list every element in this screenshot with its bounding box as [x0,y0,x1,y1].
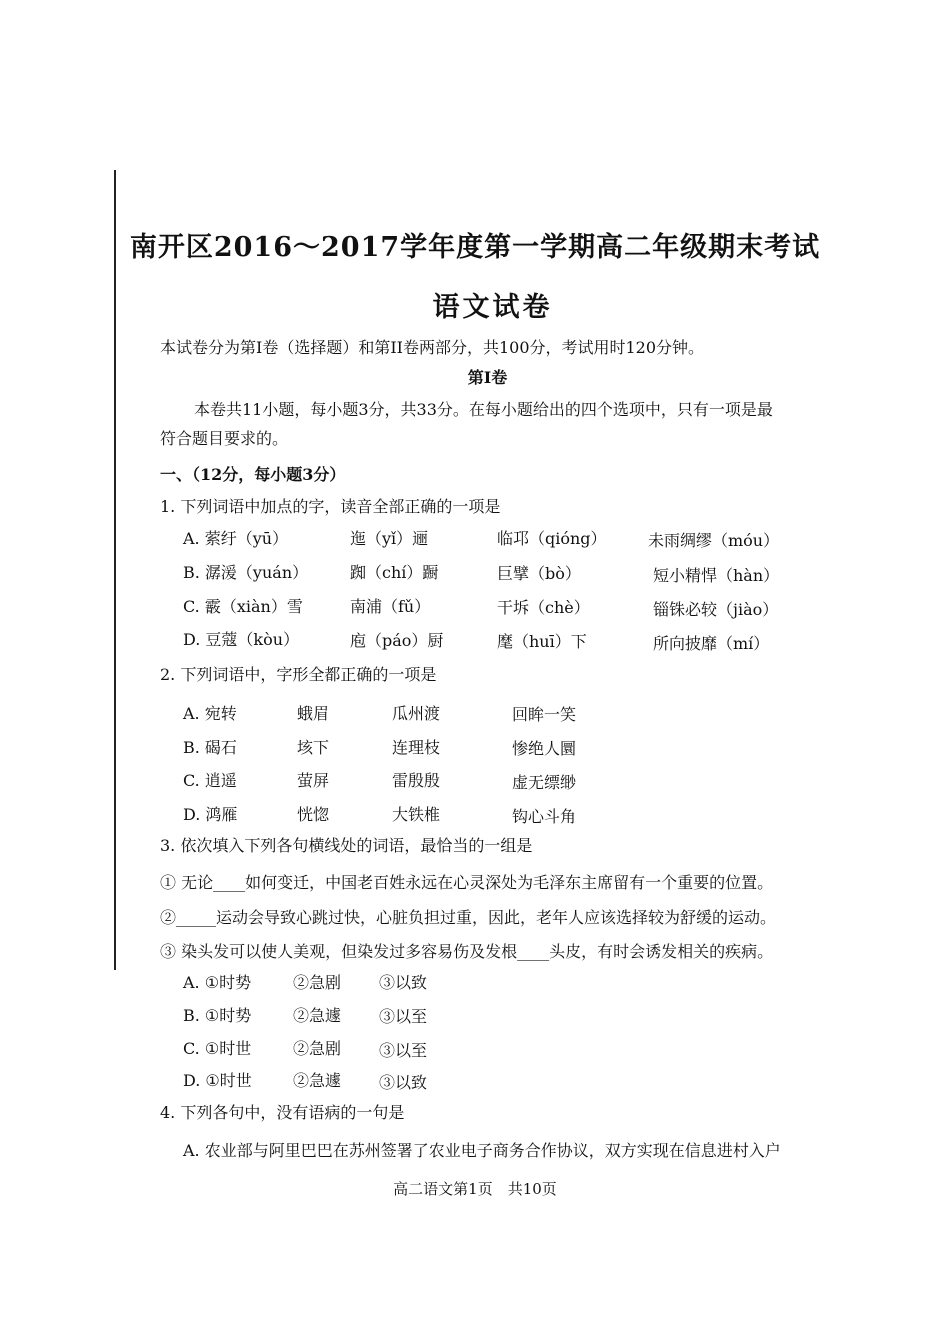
page-footer: 高二语文第1页 共10页 [393,1180,557,1198]
q1-option-b-item4: 短小精悍（hàn） [653,566,780,585]
q3-option-c-item3: ③以至 [379,1041,428,1060]
q3-option-d-item2: ②急遽 [293,1071,342,1090]
q3-sentence-1: ① 无论____如何变迁，中国老百姓永远在心灵深处为毛泽东主席留有一个重要的位置。 [160,873,774,892]
section-heading: 一、（12分，每小题3分） [160,465,346,484]
q1-option-b-item3: 巨擘（bò） [497,564,581,583]
q1-option-c-item3: 干坼（chè） [497,598,590,617]
q3-option-a-item3: ③以致 [379,973,428,992]
q4-option-a: A. 农业部与阿里巴巴在苏州签署了农业电子商务合作协议，双方实现在信息进村入户 [183,1141,781,1160]
q2-option-c-item4: 虚无缥缈 [512,773,577,792]
q2-option-c-item3: 雷殷殷 [392,771,441,790]
question-1-stem: 1. 下列词语中加点的字，读音全部正确的一项是 [160,497,501,516]
q2-option-a-item3: 瓜州渡 [392,704,441,723]
q2-option-c-item1: C. 逍遥 [183,771,237,790]
q3-sentence-3: ③ 染头发可以使人美观，但染发过多容易伤及发根____头皮，有时会诱发相关的疾病。 [160,942,774,961]
q1-option-a-item1: A. 萦纡（yū） [183,529,289,548]
exam-title: 南开区2016～2017学年度第一学期高二年级期末考试 [129,232,821,263]
q2-option-a-item2: 蛾眉 [297,704,330,723]
q1-option-d-item4: 所向披靡（mí） [653,634,770,653]
q2-option-b-item2: 垓下 [297,738,330,757]
q2-option-c-item2: 萤屏 [297,771,330,790]
question-3-stem: 3. 依次填入下列各句横线处的词语，最恰当的一组是 [160,836,533,855]
q1-option-c-item4: 锱铢必较（jiào） [653,600,779,619]
q1-option-d-item1: D. 豆蔻（kòu） [183,630,300,649]
q1-option-a-item4: 未雨绸缪（móu） [648,531,780,550]
question-4-stem: 4. 下列各句中，没有语病的一句是 [160,1103,405,1122]
q2-option-a-item1: A. 宛转 [183,704,237,723]
q2-option-b-item3: 连理枝 [392,738,441,757]
exam-subtitle: 语文试卷 [432,292,553,323]
q1-option-b-item2: 踟（chí）蹰 [350,563,439,582]
q3-option-a-item2: ②急剧 [293,973,342,992]
question-2-stem: 2. 下列词语中，字形全都正确的一项是 [160,665,437,684]
q2-option-b-item4: 惨绝人圜 [512,739,577,758]
q3-option-c-item1: C. ①时世 [183,1039,252,1058]
q1-option-a-item2: 迤（yǐ）逦 [350,529,429,548]
q2-option-a-item4: 回眸一笑 [512,705,577,724]
exam-intro: 本试卷分为第Ⅰ卷（选择题）和第II卷两部分，共100分，考试用时120分钟。 [160,338,705,357]
q2-option-b-item1: B. 碣石 [183,738,237,757]
q3-option-b-item2: ②急遽 [293,1006,342,1025]
q3-option-b-item1: B. ①时势 [183,1006,252,1025]
q1-option-a-item3: 临邛（qióng） [497,529,607,548]
q2-option-d-item2: 恍惚 [297,805,330,824]
q2-option-d-item1: D. 鸿雁 [183,805,238,824]
q1-option-c-item2: 南浦（fǔ） [350,597,431,616]
q1-option-d-item2: 庖（páo）厨 [350,631,444,650]
instructions-line-1: 本卷共11小题，每小题3分，共33分。在每小题给出的四个选项中，只有一项是最 [194,400,773,419]
q3-sentence-2: ②_____运动会导致心跳过快，心脏负担过重，因此，老年人应该选择较为舒缓的运动。 [160,908,777,927]
q3-option-d-item1: D. ①时世 [183,1071,252,1090]
q1-option-b-item1: B. 潺湲（yuán） [183,563,309,582]
q1-option-d-item3: 麾（huī）下 [497,632,587,651]
q2-option-d-item4: 钩心斗角 [512,807,577,826]
q3-option-b-item3: ③以至 [379,1007,428,1026]
instructions-line-2: 符合题目要求的。 [160,429,289,448]
q1-option-c-item1: C. 霰（xiàn）雪 [183,597,303,616]
q3-option-c-item2: ②急剧 [293,1039,342,1058]
q3-option-d-item3: ③以致 [379,1073,428,1092]
volume-title: 第Ⅰ卷 [467,368,508,387]
q2-option-d-item3: 大铁椎 [392,805,441,824]
q3-option-a-item1: A. ①时势 [183,973,252,992]
